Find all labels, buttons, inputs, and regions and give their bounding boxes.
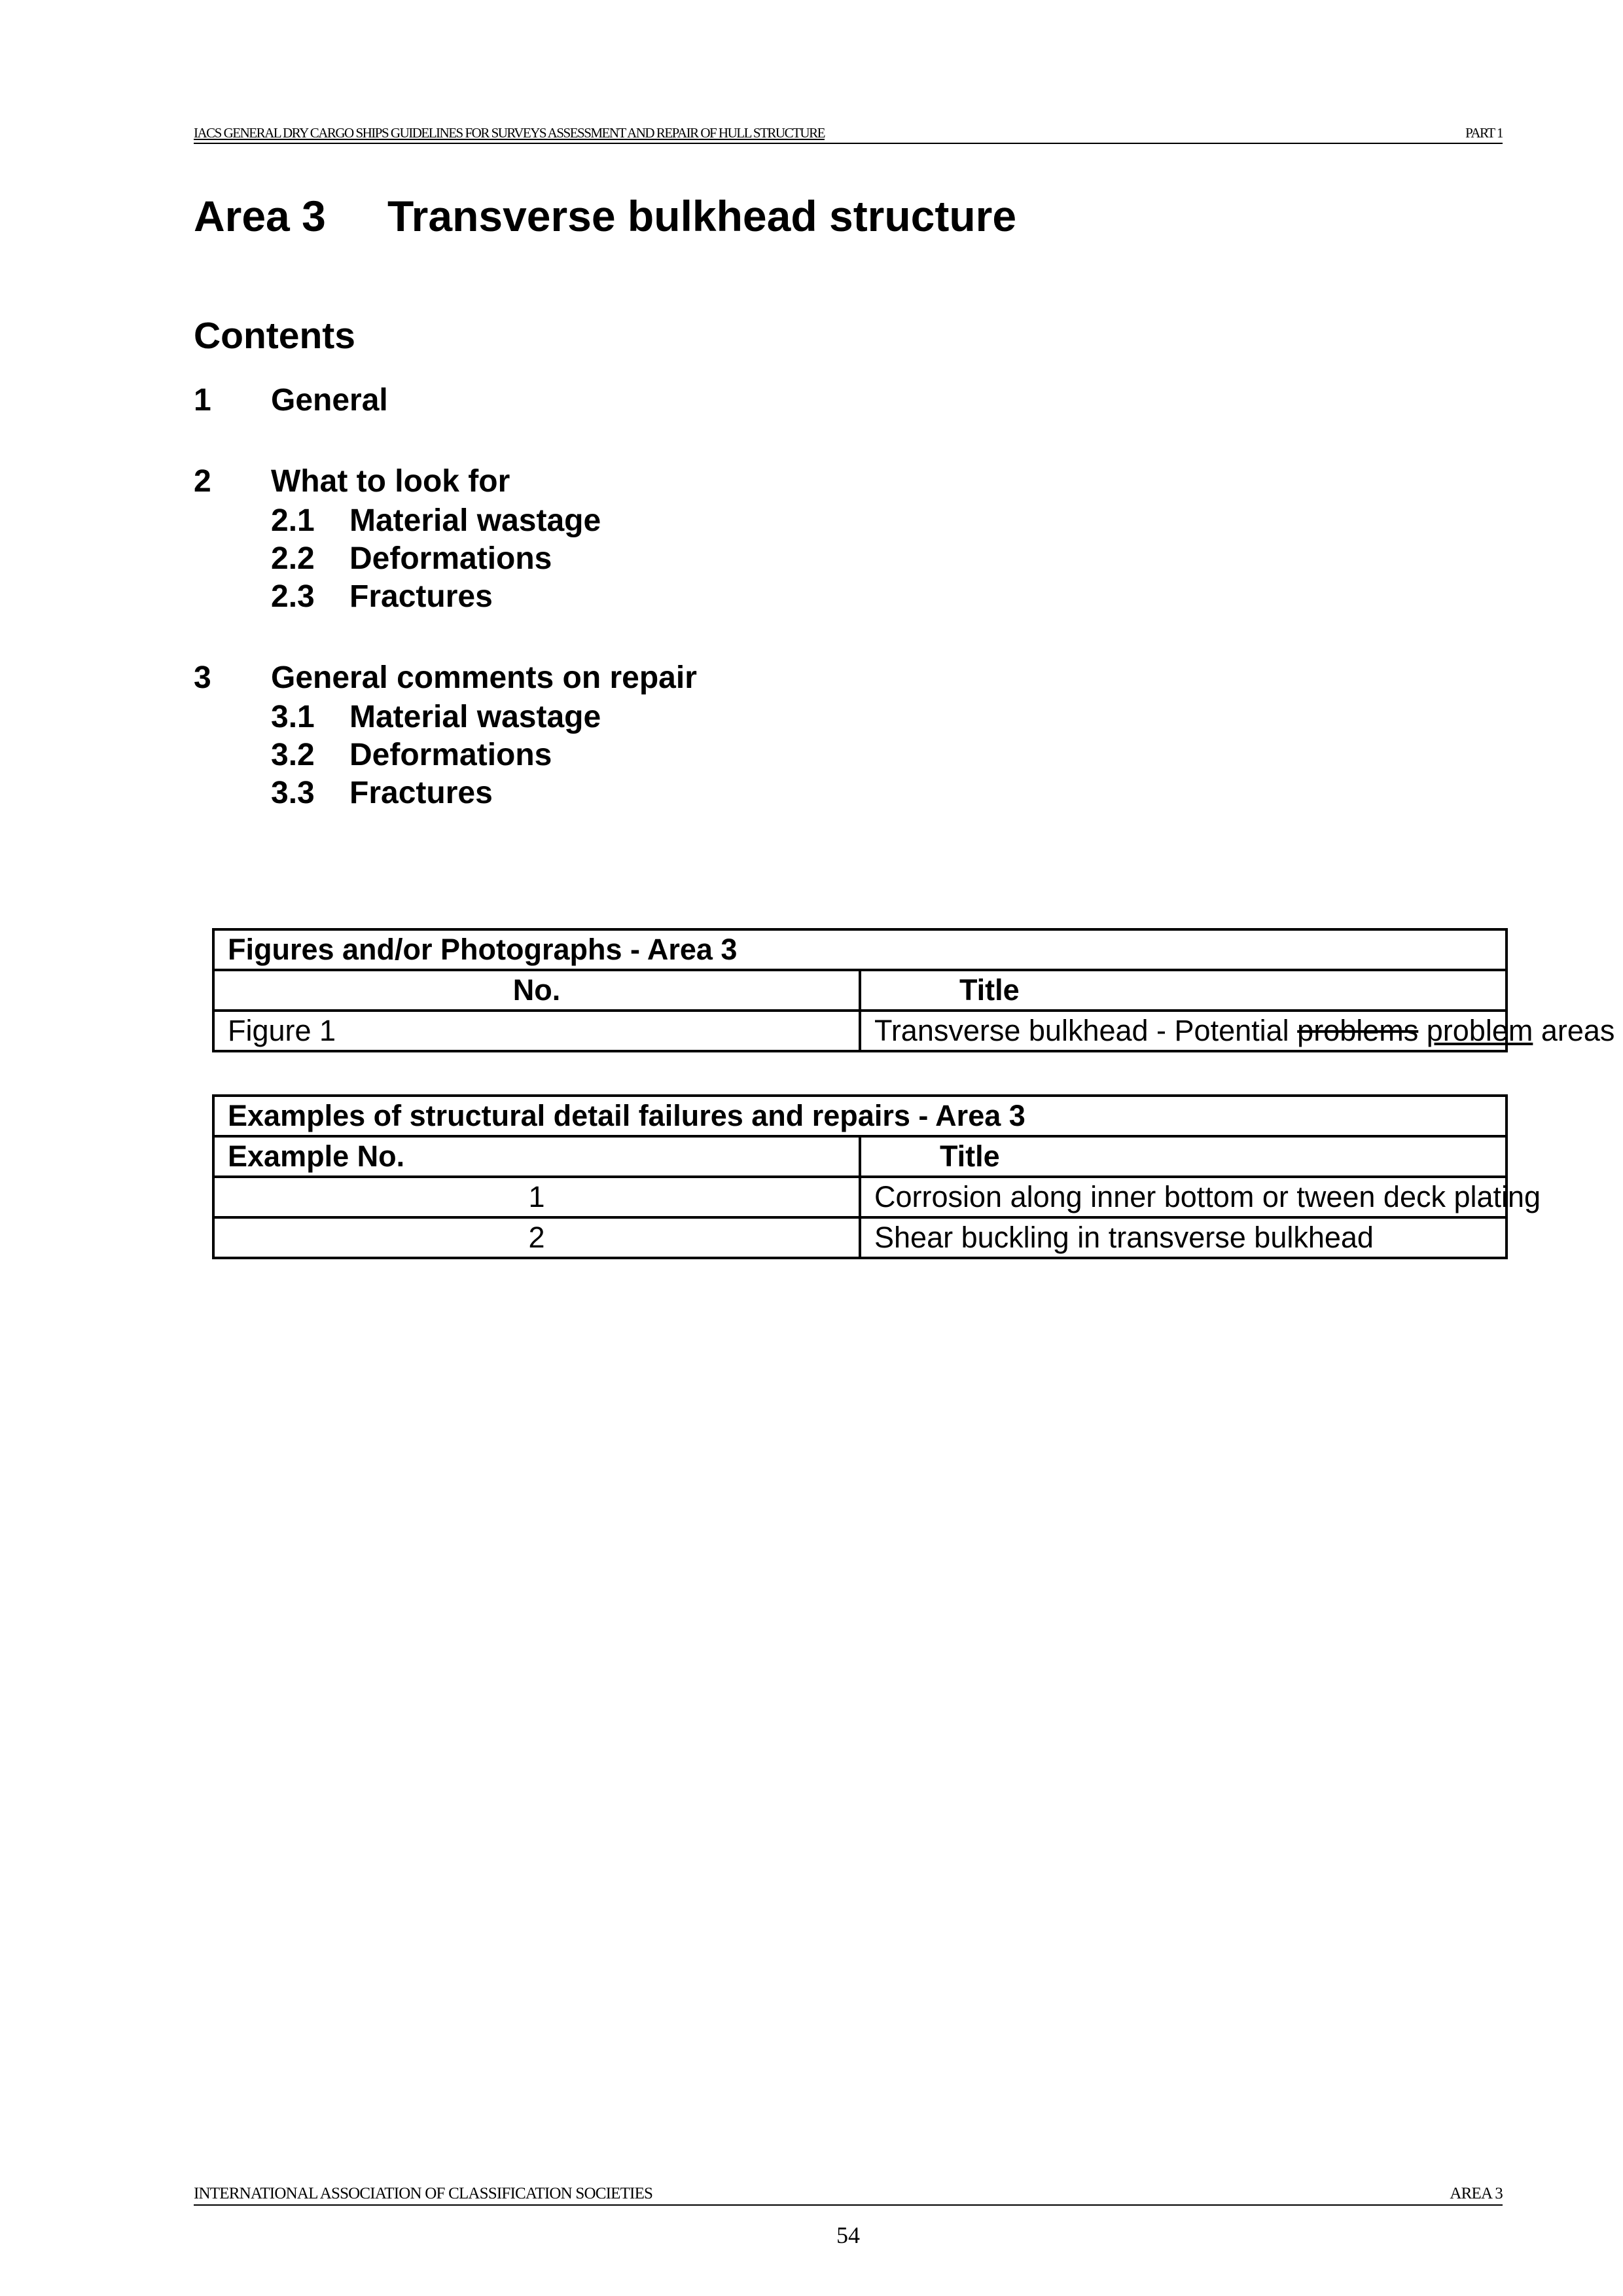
examples-table-heading: Examples of structural detail failures and repairs - Area 3	[213, 1096, 1507, 1136]
header-document-title: IACS GENERAL DRY CARGO SHIPS GUIDELINES FOR SURVEYS ASSESSMENT AND REPAIR OF HULL STRUCTURE	[194, 125, 825, 141]
table-header-row	[213, 970, 1507, 1011]
table-header-row	[213, 1136, 1507, 1177]
contents-heading: Contents	[194, 315, 355, 357]
toc-number: 2.1	[271, 503, 315, 538]
footer-organization: INTERNATIONAL ASSOCIATION OF CLASSIFICATION SOCIETIES	[194, 2185, 653, 2202]
footer-area: AREA 3	[1450, 2185, 1503, 2202]
example-number: 2	[213, 1217, 860, 1258]
figures-table	[212, 928, 1615, 1052]
toc-label: Deformations	[349, 541, 552, 576]
toc-label: General	[271, 383, 388, 418]
examples-table	[212, 1094, 1541, 1259]
area-title: Transverse bulkhead structure	[387, 192, 1017, 240]
toc-number: 3	[194, 660, 211, 695]
toc-label: What to look for	[271, 464, 510, 499]
header-part: PART 1	[1465, 125, 1503, 141]
toc-label: Fractures	[349, 776, 493, 810]
toc-label: Fractures	[349, 579, 493, 614]
page-number: 54	[836, 2222, 860, 2248]
toc-label: General comments on repair	[271, 660, 697, 695]
inserted-text: problem	[1426, 1014, 1533, 1047]
toc-number: 3.2	[271, 738, 315, 772]
figure-number: Figure 1	[213, 1011, 860, 1051]
figure-title-text: Transverse bulkhead - Potential	[874, 1014, 1298, 1047]
column-header-title: Title	[860, 1136, 1507, 1177]
toc-label: Material wastage	[349, 700, 601, 734]
toc-label: Material wastage	[349, 503, 601, 538]
toc-label: Deformations	[349, 738, 552, 772]
column-header-no: No.	[213, 970, 860, 1011]
running-header	[194, 123, 1503, 144]
toc-number: 2.3	[271, 579, 315, 614]
column-header-example-no: Example No.	[213, 1136, 860, 1177]
table-row	[213, 1011, 1507, 1051]
column-header-title: Title	[860, 970, 1507, 1011]
table-heading-row	[213, 1096, 1507, 1136]
toc-number: 3.3	[271, 776, 315, 810]
toc-number: 2	[194, 464, 211, 499]
figure-title-text-end: areas	[1533, 1014, 1615, 1047]
example-number: 1	[213, 1177, 860, 1217]
toc-number: 1	[194, 383, 211, 418]
example-title: Corrosion along inner bottom or tween deck plating	[860, 1177, 1507, 1217]
example-title: Shear buckling in transverse bulkhead	[860, 1217, 1507, 1258]
table-heading-row	[213, 929, 1507, 970]
running-footer	[194, 2183, 1503, 2206]
figures-table-heading: Figures and/or Photographs - Area 3	[213, 929, 1507, 970]
toc-number: 2.2	[271, 541, 315, 576]
table-row	[213, 1177, 1507, 1217]
figure-title	[860, 1011, 1615, 1051]
area-number: Area 3	[194, 192, 326, 240]
deleted-text: problems	[1297, 1014, 1419, 1047]
table-row	[213, 1217, 1507, 1258]
toc-number: 3.1	[271, 700, 315, 734]
